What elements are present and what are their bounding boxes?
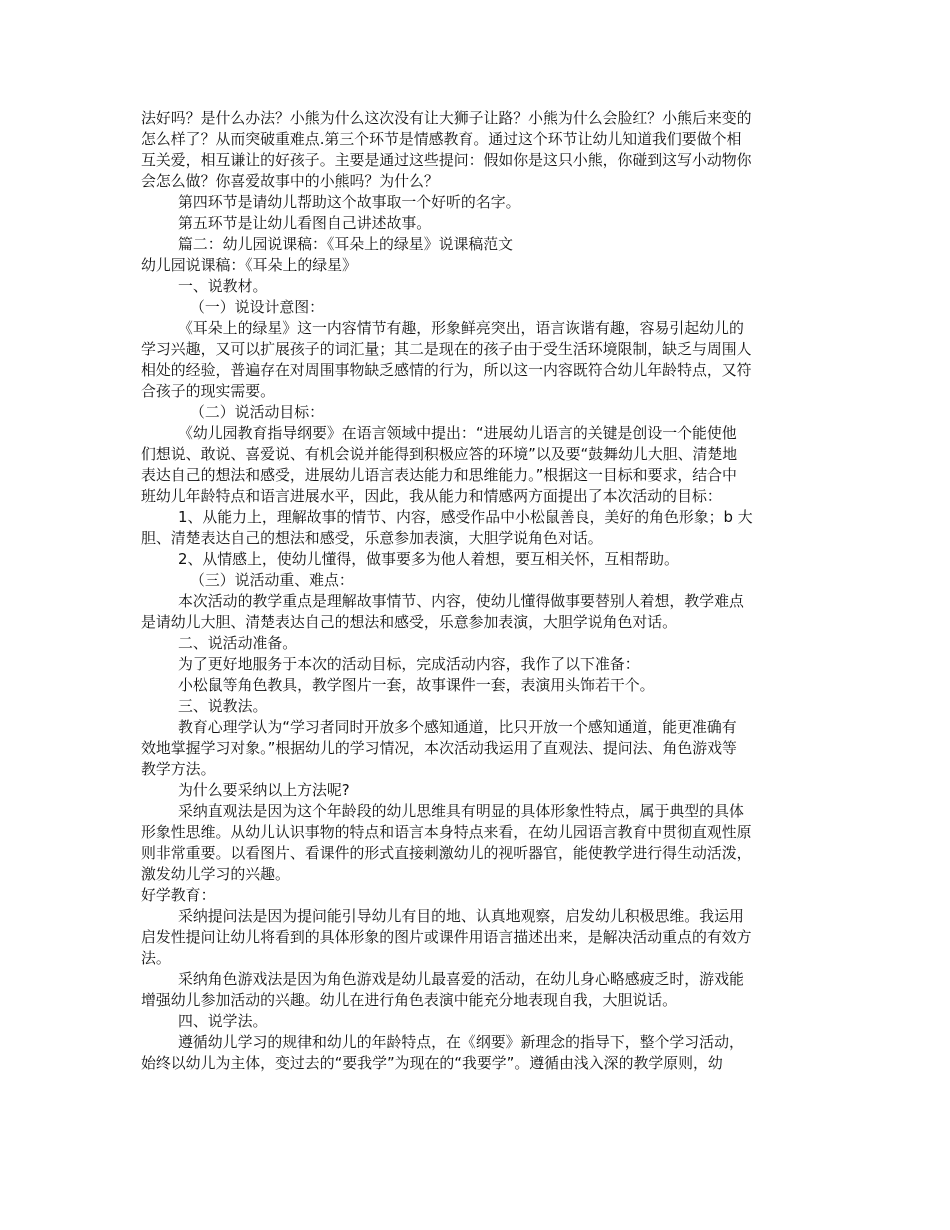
subsection-heading: （三）说活动重、难点： (190, 571, 354, 589)
text-line: 采纳直观法是因为这个年龄段的幼儿思维具有明显的具体形象性特点，属于典型的具体 (178, 802, 744, 820)
section-heading: 二、说活动准备。 (178, 634, 298, 652)
text-line: 们想说、敢说、喜爱说、有机会说并能得到积极应答的环境”以及要“鼓舞幼儿大胆、清楚地 (141, 445, 738, 463)
text-line: 激发幼儿学习的兴趣。 (141, 865, 290, 883)
text-line: 是请幼儿大胆、清楚表达自己的想法和感受，乐意参加表演，大胆学说角色对话。 (141, 613, 678, 631)
text-line: 合孩子的现实需要。 (141, 382, 276, 400)
text-line: 小松鼠等角色教具，教学图片一套，故事课件一套，表演用头饰若干个。 (178, 676, 655, 694)
text-line: 《耳朵上的绿星》这一内容情节有趣，形象鲜亮突出，语言诙谐有趣，容易引起幼儿的 (178, 319, 744, 337)
text-line: 启发性提问让幼儿将看到的具体形象的图片或课件用语言描述出来，是解决活动重点的有效方 (141, 928, 752, 946)
text-line: 相处的经验，普遍存在对周围事物缺乏感情的行为，所以这一内容既符合幼儿年龄特点，又符 (141, 361, 752, 379)
text-line: 法好吗？是什么办法？小熊为什么这次没有让大狮子让路？小熊为什么会脸红？小熊后来变的 (141, 109, 752, 127)
text-line: 遵循幼儿学习的规律和幼儿的年龄特点，在《纲要》新理念的指导下，整个学习活动， (178, 1033, 744, 1051)
text-line: 效地掌握学习对象。”根据幼儿的学习情况，本次活动我运用了直观法、提问法、角色游戏等 (141, 739, 737, 757)
text-line: 教育心理学认为“学习者同时开放多个感知通道，比只开放一个感知通道，能更准确有 (178, 718, 737, 736)
text-line: 怎么样了？从而突破重难点.第三个环节是情感教育。通过这个环节让幼儿知道我们要做个相 (141, 130, 742, 148)
subsection-heading: （一）说设计意图： (190, 298, 325, 316)
text-line: 则非常重要。以看图片、看课件的形式直接刺激幼儿的视听器官，能使教学进行得生动活泼， (141, 844, 752, 862)
text-line: 形象性思维。从幼儿认识事物的特点和语言本身特点来看，在幼儿园语言教育中贯彻直观性原 (141, 823, 752, 841)
text-line: 表达自己的想法和感受，进展幼儿语言表达能力和思维能力。”根据这一目标和要求，结合中 (141, 466, 737, 484)
text-line: 胆、清楚表达自己的想法和感受，乐意参加表演，大胆学说角色对话。 (141, 529, 603, 547)
text-line: 为什么要采纳以上方法呢? (178, 781, 350, 799)
text-line: 学习兴趣，又可以扩展孩子的词汇量；其二是现在的孩子由于受生活环境限制，缺乏与周围人 (141, 340, 752, 358)
subsection-heading: （二）说活动目标： (190, 403, 325, 421)
text-line: 第五环节是让幼儿看图自己讲述故事。 (178, 214, 432, 232)
section-heading: 一、说教材。 (178, 277, 268, 295)
text-line: 第四环节是请幼儿帮助这个故事取一个好听的名字。 (178, 193, 521, 211)
text-line: 好学教育： (141, 886, 216, 904)
text-line: 增强幼儿参加活动的兴趣。幼儿在进行角色表演中能充分地表现自我，大胆说话。 (141, 991, 678, 1009)
text-line: 互关爱，相互谦让的好孩子。主要是通过这些提问：假如你是这只小熊，你碰到这写小动物你 (141, 151, 752, 169)
text-line: 法。 (141, 949, 171, 967)
text-line: 2、从情感上，使幼儿懂得，做事要多为他人着想，要互相关怀，互相帮助。 (178, 550, 679, 568)
text-line: 始终以幼儿为主体，变过去的“要我学”为现在的“我要学”。遵循由浅入深的教学原则，幼 (141, 1054, 723, 1072)
section-heading: 篇二：幼儿园说课稿：《耳朵上的绿星》说课稿范文 (178, 235, 514, 253)
section-heading: 三、说教法。 (178, 697, 268, 715)
text-line: 采纳角色游戏法是因为角色游戏是幼儿最喜爱的活动，在幼儿身心略感疲乏时，游戏能 (178, 970, 744, 988)
text-line: 教学方法。 (141, 760, 216, 778)
text-line: 采纳提问法是因为提问能引导幼儿有目的地、认真地观察，启发幼儿积极思维。我运用 (178, 907, 744, 925)
text-line: 本次活动的教学重点是理解故事情节、内容，使幼儿懂得做事要替别人着想，教学难点 (178, 592, 744, 610)
text-line: 为了更好地服务于本次的活动目标，完成活动内容，我作了以下准备： (178, 655, 640, 673)
document-page (141, 108, 813, 1074)
text-line: 1、从能力上，理解故事的情节、内容，感受作品中小松鼠善良，美好的角色形象；b 大 (178, 508, 753, 526)
text-line: 班幼儿年龄特点和语言进展水平，因此，我从能力和情感两方面提出了本次活动的目标： (141, 487, 722, 505)
section-heading: 四、说学法。 (178, 1012, 268, 1030)
text-line: 会怎么做？你喜爱故事中的小熊吗？为什么？ (141, 172, 439, 190)
document-title: 幼儿园说课稿：《耳朵上的绿星》 (141, 256, 357, 274)
text-line: 《幼儿园教育指导纲要》在语言领域中提出：“进展幼儿语言的关键是创设一个能使他 (178, 424, 737, 442)
